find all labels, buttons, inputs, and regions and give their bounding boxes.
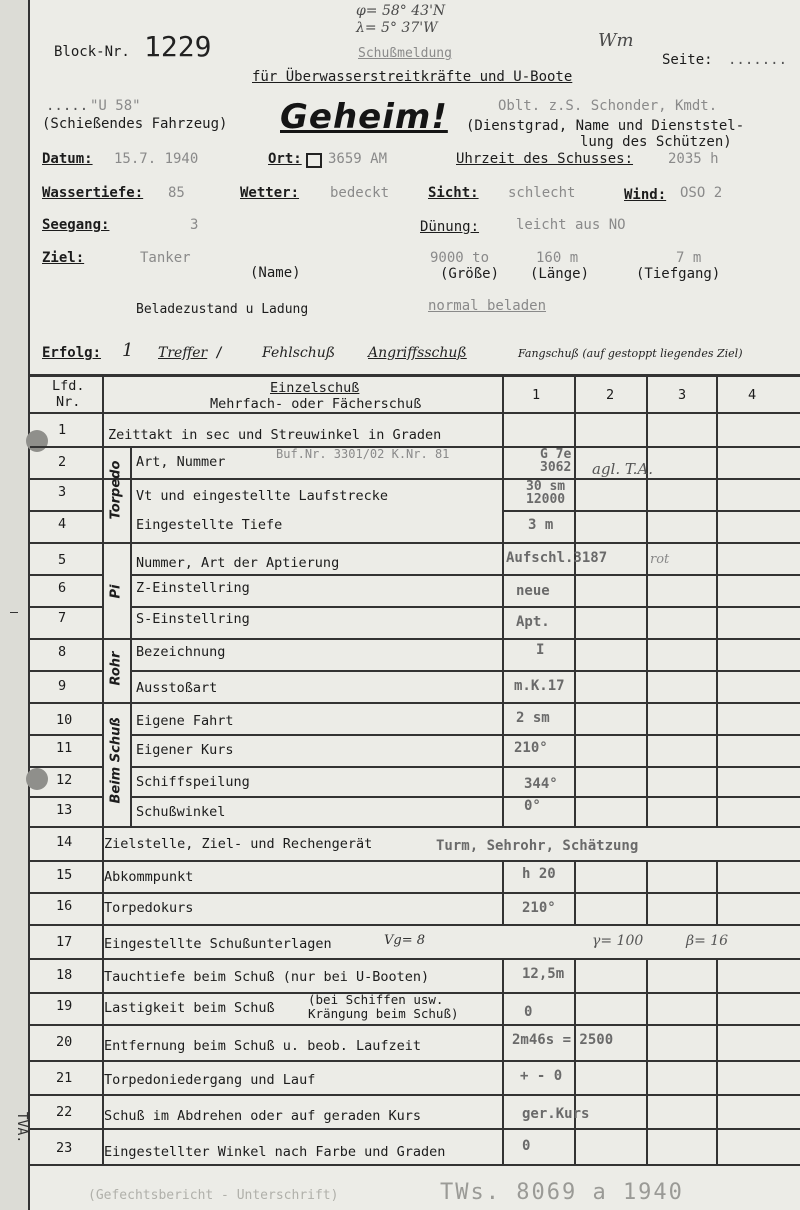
row-value-1: Aufschl.3187 [506,550,608,566]
row-nr: 3 [58,484,67,500]
row-label: Torpedoniedergang und Lauf [104,1072,316,1088]
row-label: Lastigkeit beim Schuß [104,1000,275,1016]
treffer-count: 1 [122,340,134,361]
row-label: Tauchtiefe beim Schuß (nur bei U-Booten) [104,969,430,985]
beladezustand-value: normal beladen [428,298,547,314]
block-label: Block-Nr. [54,44,130,60]
uhrzeit-value: 2035 h [668,151,719,167]
commander-label-1: (Dienstgrad, Name und Dienststel- [466,118,745,134]
duenung-label: Dünung: [420,219,480,235]
commander-label-2: lung des Schützen) [580,134,732,150]
ziel-groesse-label: (Größe) [440,266,500,282]
row-value-1: h 20 [522,866,556,882]
row-nr: 4 [58,516,67,532]
row-nr: 6 [58,580,67,596]
row-nr: 5 [58,552,67,568]
row-value-1: + - 0 [520,1068,563,1084]
ziel-groesse-value: 9000 to [430,250,490,266]
duenung-value: leicht aus NO [516,217,626,233]
row-nr: 10 [56,712,73,728]
coord-latitude: φ= 58° 43'N [356,3,446,19]
row-value-1: 2m46s = 2500 [512,1032,614,1048]
row-label: Torpedokurs [104,900,194,916]
row-label: Ausstoßart [136,680,218,696]
row-gamma: γ= 100 [592,933,644,949]
ziel-name-label: (Name) [250,265,301,281]
row-value-1: neue [516,583,550,599]
margin-tick [10,612,18,613]
row-label: Z-Einstellring [136,580,250,596]
signature: Wm [598,30,634,51]
group-pi: Pi [108,584,124,599]
row-label: Nummer, Art der Aptierung [136,555,340,571]
wetter-value: bedeckt [330,185,390,201]
commander-value: Oblt. z.S. Schonder, Kmdt. [498,98,718,114]
row-nr: 21 [56,1070,73,1086]
ziel-laenge-label: (Länge) [530,266,590,282]
beladezustand-label: Beladezustand u Ladung [136,302,309,317]
erfolg-label: Erfolg: [42,345,102,361]
row-label: Eigene Fahrt [136,713,234,729]
row-value-1: 210° [522,900,556,916]
wind-value: OSO 2 [680,185,723,201]
row-label-2a: (bei Schiffen usw. [308,992,444,1007]
form-title: Schußmeldung [358,46,452,61]
sicht-value: schlecht [508,185,576,201]
vessel-value: "U 58" [90,98,141,114]
seegang-label: Seegang: [42,217,110,233]
fangschuss-label: Fangschuß (auf gestoppt liegendes Ziel) [518,347,743,360]
row-value-1: 0 [524,1004,533,1020]
footer-left: (Gefechtsbericht - Unterschrift) [88,1188,339,1203]
row-nr: 20 [56,1034,73,1050]
uhrzeit-label: Uhrzeit des Schusses: [456,151,634,167]
row-nr: 19 [56,998,73,1014]
row-nr: 15 [56,867,73,883]
shot-table [30,374,800,1176]
angriffsschuss-label: Angriffsschuß [368,345,467,361]
row-value-1: G 7e 3062 [540,447,572,475]
row-value-1: 0 [522,1138,531,1154]
group-torpedo: Torpedo [108,460,124,520]
row-label: Zeittakt in sec und Streuwinkel in Graden [108,427,442,443]
row-value-1: Turm, Sehrohr, Schätzung [436,838,639,854]
ort-label: Ort: [268,151,302,167]
wetter-label: Wetter: [240,185,300,201]
row-value-1: 344° [524,776,558,792]
row-value-1: I [536,642,545,658]
row-label: Art, Nummer [136,454,226,470]
row-label: Abkommpunkt [104,869,194,885]
col-num-3: 3 [678,387,687,403]
row-vg: Vg= 8 [384,933,426,948]
row-nr: 16 [56,898,73,914]
seegang-value: 3 [190,217,199,233]
coord-longitude: λ= 5° 37'W [356,20,438,36]
secret-stamp: Geheim! [280,97,448,137]
sicht-label: Sicht: [428,185,479,201]
row-value-1: Apt. [516,614,550,630]
row-value-1: 0° [524,798,541,814]
erfolg-separator: / [215,345,224,361]
ziel-tiefgang-label: (Tiefgang) [636,266,721,282]
row-label: Eigener Kurs [136,742,234,758]
row-value-1: 30 sm 12000 [526,479,566,507]
row-nr: 11 [56,740,73,756]
row-nr: 8 [58,644,67,660]
row-value-1: 2 sm [516,710,550,726]
wind-label: Wind: [624,187,667,203]
seite-dots: ....... [728,52,788,68]
datum-value: 15.7. 1940 [114,151,199,167]
row-label: Eingestellte Schußunterlagen [104,936,332,952]
row-label: S-Einstellring [136,611,250,627]
row-nr: 9 [58,678,67,694]
row-label: Schußwinkel [136,804,226,820]
row-nr: 17 [56,934,73,950]
group-rohr: Rohr [108,651,124,686]
row-label: Schiffspeilung [136,774,250,790]
ziel-tiefgang-value: 7 m [676,250,702,266]
col-title-1: Einzelschuß [270,380,360,396]
row-nr: 1 [58,422,67,438]
row-value-2: rot [650,552,670,567]
block-number: 1229 [144,30,212,63]
row-value-1: 3 m [528,517,554,533]
row-label: Zielstelle, Ziel- und Rechengerät [104,836,373,852]
row-value-1: ger.Kurs [522,1106,590,1122]
row-label: Entfernung beim Schuß u. beob. Laufzeit [104,1038,421,1054]
row-nr: 7 [58,610,67,626]
row-label: Schuß im Abdrehen oder auf geraden Kurs [104,1108,421,1124]
row-nr: 13 [56,802,73,818]
col-title-2: Mehrfach- oder Fächerschuß [210,396,422,412]
seite-label: Seite: [662,52,713,68]
row-value-1: 12,5m [522,966,565,982]
row-nr: 18 [56,967,73,983]
wassertiefe-value: 85 [168,185,185,201]
row-value-2: agl. T.A. [592,460,654,478]
col-num-1: 1 [532,387,541,403]
wassertiefe-label: Wassertiefe: [42,185,144,201]
row-label: Bezeichnung [136,644,226,660]
row-label: Eingestellte Tiefe [136,517,283,533]
row-label-2b: Krängung beim Schuß) [308,1006,459,1021]
group-beim-schuss: Beim Schuß [108,717,124,804]
row-nr: 22 [56,1104,73,1120]
row-value-1: 210° [514,740,548,756]
footer-stamp: TWs. 8069 a 1940 [440,1180,684,1205]
treffer-label: Treffer [158,345,208,361]
ort-value: 3659 AM [328,151,388,167]
datum-label: Datum: [42,151,93,167]
col-lfd-header-2: Nr. [56,394,81,410]
form-subtitle: für Überwasserstreitkräfte und U-Boote [252,69,573,85]
row-nr: 23 [56,1140,73,1156]
ziel-name-value: Tanker [140,250,191,266]
row-nr: 12 [56,772,73,788]
row-label: Vt und eingestellte Laufstrecke [136,488,388,504]
row-extra: Buf.Nr. 3301/02 K.Nr. 81 [276,447,450,461]
vessel-label: (Schießendes Fahrzeug) [42,116,228,132]
row-nr: 2 [58,454,67,470]
margin-note: TVA. [14,1111,30,1144]
col-num-2: 2 [606,387,615,403]
ort-square-icon [306,153,322,168]
row-beta: β= 16 [686,933,729,949]
col-lfd-header-1: Lfd. [52,378,85,394]
fehlschuss-label: Fehlschuß [262,345,336,361]
col-num-4: 4 [748,387,757,403]
ziel-laenge-value: 160 m [536,250,579,266]
row-nr: 14 [56,834,73,850]
ziel-label: Ziel: [42,250,85,266]
row-value-1: m.K.17 [514,678,565,694]
row-label: Eingestellter Winkel nach Farbe und Graden [104,1144,446,1160]
vessel-dots: ..... [46,98,89,114]
